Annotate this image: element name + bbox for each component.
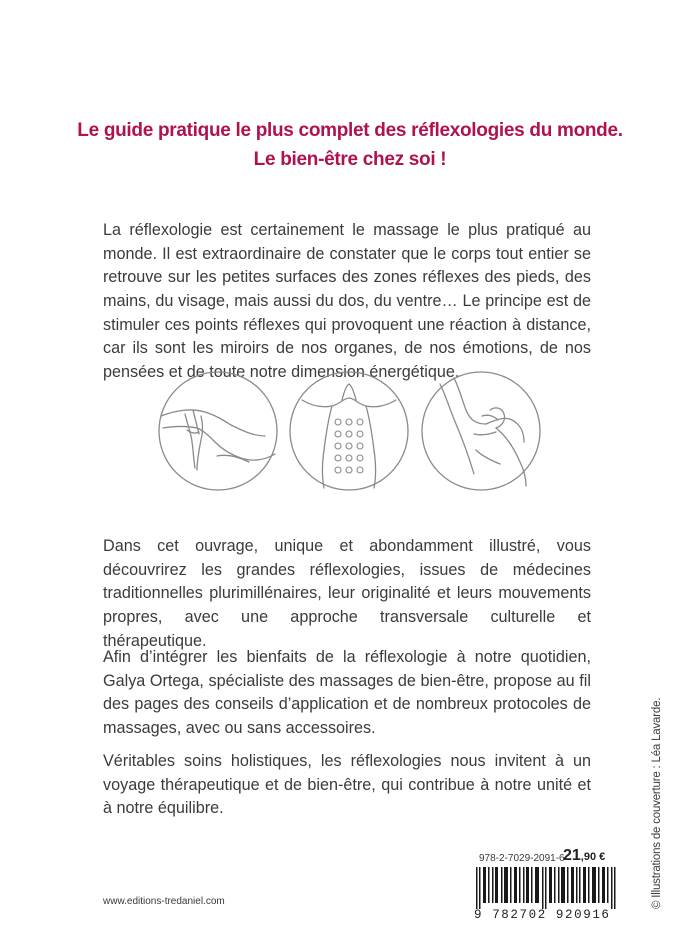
publisher-website: www.editions-tredaniel.com: [103, 896, 225, 907]
tagline: [0, 116, 700, 174]
barcode-icon: [474, 867, 620, 909]
shoulder-massage-icon: [420, 370, 542, 492]
body-paragraph-overview: Dans cet ouvrage, unique et abondamment illustré, vous découvrirez les grandes réflexologies, issues de médecines traditionnelles plurimillénaires, leur originalité et leurs mouvements propres, avec une approche transversale culturelle et thérapeutique.: [103, 537, 591, 650]
price-integer: 21: [563, 847, 581, 864]
isbn: 978-2-7029-2091-6: [479, 853, 565, 864]
tagline-line-2: Le bien-être chez soi !: [253, 149, 447, 170]
body-paragraph-holistic: Véritables soins holistiques, les réflexologies nous invitent à un voyage thérapeutique et de bien-être, qui contribue à notre unité et à notre équilibre.: [103, 752, 591, 818]
barcode-digits: 9 782702 920916: [474, 908, 611, 922]
price: [563, 847, 605, 865]
back-reflex-points-icon: [288, 370, 410, 492]
hand-massage-icon: [157, 370, 279, 492]
body-paragraph-author: Afin d’intégrer les bienfaits de la réflexologie à notre quotidien, Galya Ortega, spécialiste des massages de bien-être, propose au fil des pages des conseils d’application et de nombreux protocoles de massages, avec ou sans accessoires.: [103, 648, 591, 737]
price-decimals: ,90 €: [580, 851, 606, 863]
tagline-line-1: Le guide pratique le plus complet des réflexologies du monde.: [77, 120, 623, 141]
intro-paragraph: La réflexologie est certainement le massage le plus pratiqué au monde. Il est extraordinaire de constater que le corps tout entier se retrouve sur les petites surfaces des zones réflexes des pieds, des mains, du visage, mais aussi du dos, du ventre… Le principe est de stimuler ces points réflexes qui provoquent une réaction à distance, car ils sont les miroirs de nos organes, de nos émotions, de nos pensées et de toute notre dimension énergétique.: [103, 221, 591, 381]
illustration-credit: © Illustrations de couverture : Léa Lavarde.: [651, 697, 663, 909]
